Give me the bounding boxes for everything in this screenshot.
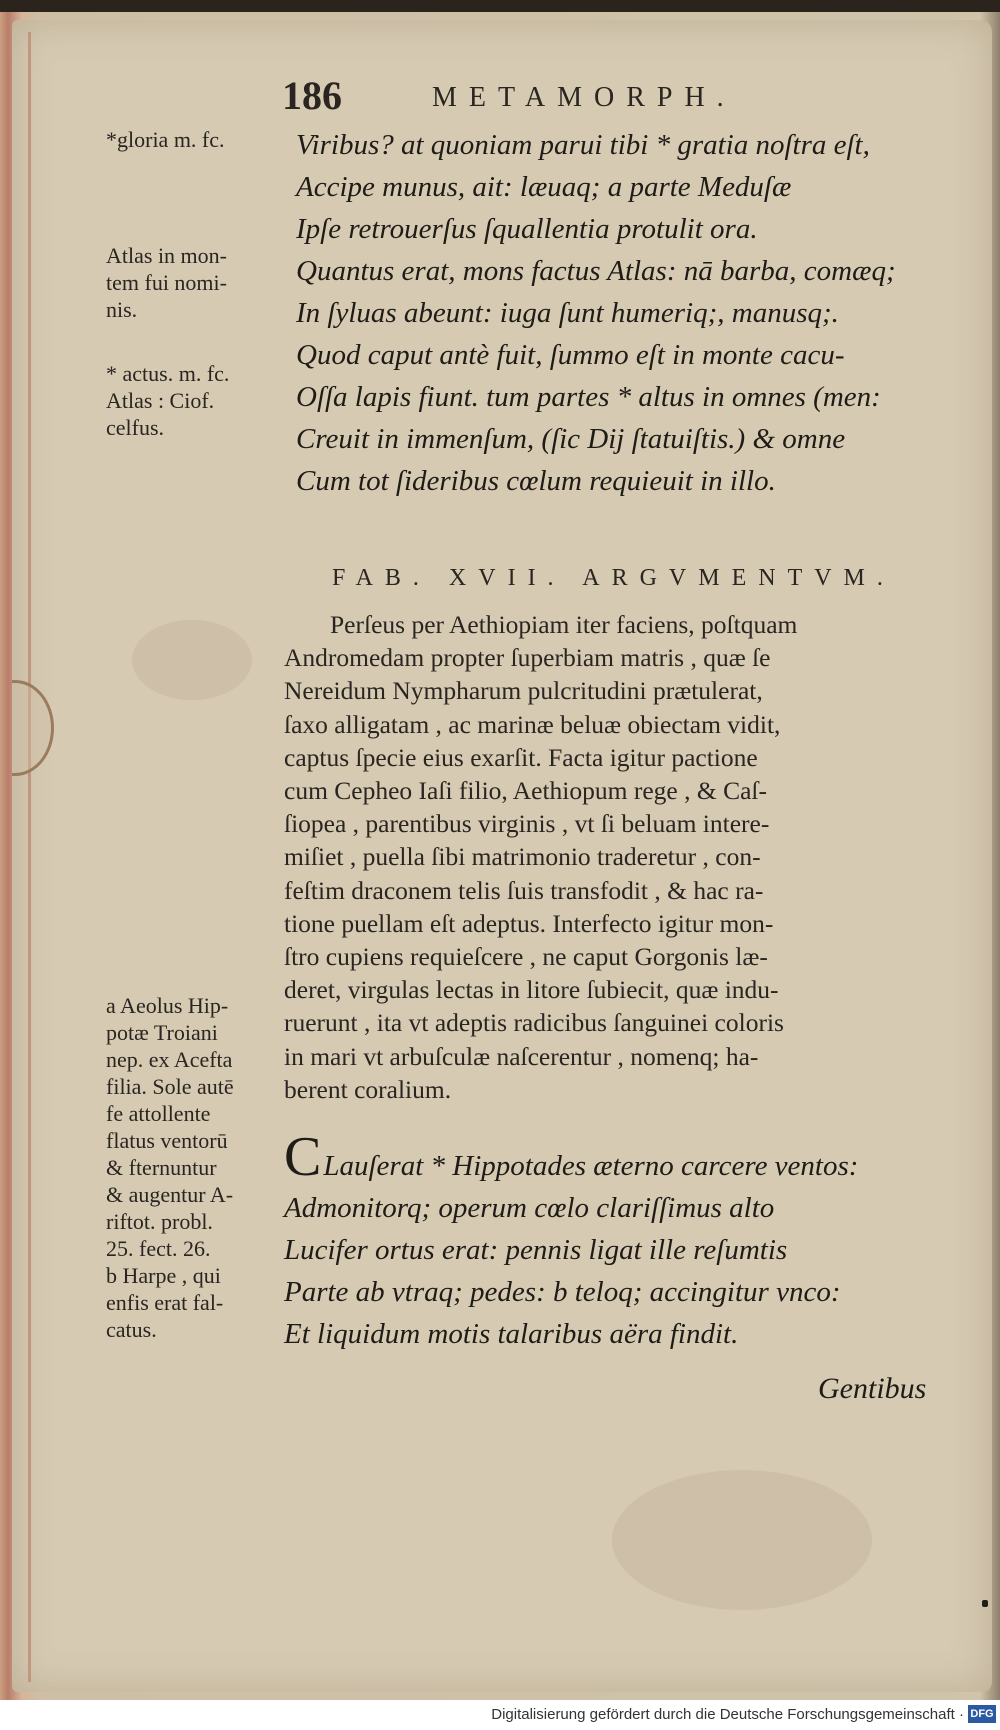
verse-line: Accipe munus, ait: læuaq; a parte Meduſæ <box>296 171 792 203</box>
argument-line: captus ſpecie eius exarſit. Facta igitur pactione <box>284 742 758 772</box>
margin-note: Atlas in mon- tem fui nomi- nis. <box>106 243 227 322</box>
fable-heading: FAB. XVII. ARGVMENTVM. <box>332 565 895 591</box>
footer <box>0 1700 1000 1730</box>
verse-line-text: Lauſerat * Hippotades æterno carcere ventos: <box>323 1150 859 1182</box>
running-title: METAMORPH. <box>432 82 736 113</box>
margin-note: *gloria m. fc. <box>106 127 225 152</box>
paper-stain <box>612 1470 872 1610</box>
argument-line: ſaxo alligatam , ac marinæ beluæ obiectam vidit, <box>284 709 781 739</box>
argument-line: in mari vt arbuſculæ naſcerentur , nomenq; ha- <box>284 1041 759 1071</box>
page-header <box>282 72 842 132</box>
verse-line: Quod caput antè fuit, ſummo eſt in monte cacu- <box>296 339 845 371</box>
argument-line: cum Cepheo Iaſi filio, Aethiopum rege , & Caſ- <box>284 776 767 806</box>
argument-line: miſiet , puella ſibi matrimonio traderetur , con- <box>284 842 761 872</box>
verse-line: Et liquidum motis talaribus aëra findit. <box>284 1318 739 1350</box>
footer-credit: Digitalisierung gefördert durch die Deutsche Forschungsgemeinschaft · <box>491 1706 964 1723</box>
argument-line: deret, virgulas lectas in litore ſubiecit, quæ indu- <box>284 975 779 1005</box>
argument-line: ruerunt , ita vt adeptis radicibus ſanguinei coloris <box>284 1008 784 1038</box>
argument-line: berent coralium. <box>284 1074 452 1104</box>
verse-line: Quantus erat, mons factus Atlas: nā barba, comæq; <box>296 255 896 287</box>
drop-cap: C <box>284 1126 322 1188</box>
verse-line: Creuit in immenſum, (ſic Dij ſtatuiſtis.) & omne <box>296 423 846 455</box>
verse-block-top <box>296 124 976 502</box>
verse-line: Oſſa lapis fiunt. tum partes * altus in omnes (men: <box>296 381 881 413</box>
verse-line: In ſyluas abeunt: iuga ſunt humeriq;, manusq;. <box>296 297 839 329</box>
verse-block-bottom <box>284 1126 964 1355</box>
verse-line-first <box>284 1126 964 1188</box>
verse-line: Cum tot ſideribus cœlum requieuit in illo. <box>296 465 776 497</box>
verse-line: Viribus? at quoniam parui tibi * gratia noſtra eſt, <box>296 129 870 161</box>
margin-note: * actus. m. fc. Atlas : Ciof. celfus. <box>106 361 230 440</box>
argument-line: ſiopea , parentibus virginis , vt ſi beluam intere- <box>284 809 770 839</box>
verse-line: Ipſe retrouerſus ſquallentia protulit ora. <box>296 213 758 245</box>
argument-line: Nereidum Nympharum pulcritudini prætulerat, <box>284 676 763 706</box>
argument-line: Perſeus per Aethiopiam iter faciens, poſtquam <box>330 610 798 639</box>
ink-mark <box>982 1600 988 1607</box>
catchword: Gentibus <box>818 1372 927 1405</box>
argument-line: Andromedam propter ſuperbiam matris , quæ ſe <box>284 643 771 673</box>
book-clasp <box>12 680 54 776</box>
margin-note: a Aeolus Hip- potæ Troiani nep. ex Acefta filia. Sole autē fe attollente flatus ventorū & fternuntur & augentur A- riftot. probl. 25. fect. 26. b Harpe , qui enfis erat fal- catus. <box>106 993 234 1342</box>
dfg-logo-icon: DFG <box>968 1705 996 1723</box>
verse-line: Admonitorq; operum cœlo clariſſimus alto <box>284 1192 775 1224</box>
book-page <box>12 20 992 1692</box>
argument-paragraph <box>284 608 954 1106</box>
verse-line: Parte ab vtraq; pedes: b teloq; accingitur vnco: <box>284 1276 841 1308</box>
argument-line: ſtro cupiens requieſcere , ne caput Gorgonis læ- <box>284 942 768 972</box>
verse-line: Lucifer ortus erat: pennis ligat ille reſumtis <box>284 1234 788 1266</box>
argument-line: tione puellam eſt adeptus. Interfecto igitur mon- <box>284 908 774 938</box>
argument-line: feſtim draconem telis ſuis transfodit , & hac ra- <box>284 875 764 905</box>
page-number: 186 <box>282 73 342 118</box>
paper-stain <box>132 620 252 700</box>
top-border <box>0 0 1000 12</box>
page-edge-line <box>28 32 31 1682</box>
